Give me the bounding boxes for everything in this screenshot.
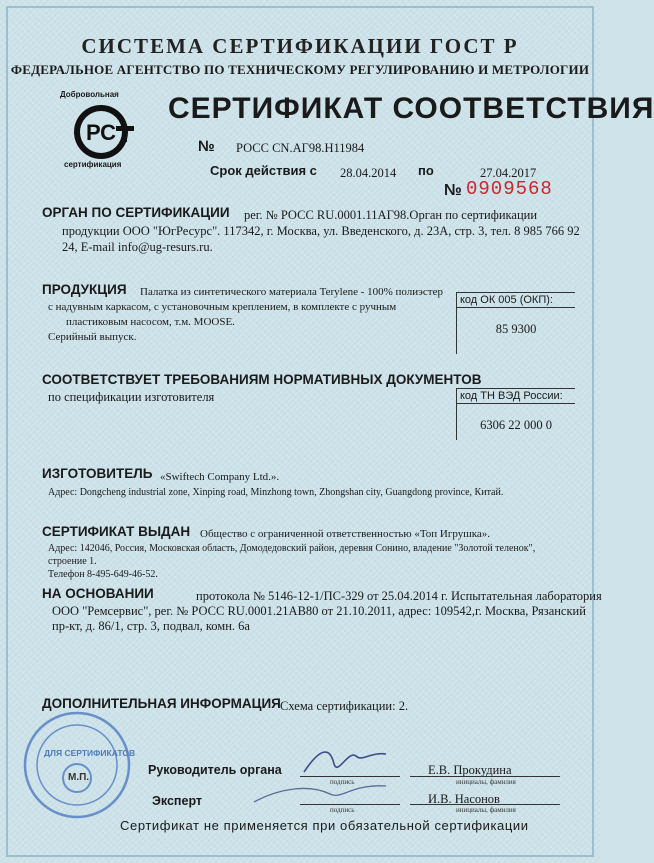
issued-name: Общество с ограниченной ответственностью «Топ Игрушка».	[200, 528, 491, 540]
logo-bottom-text: сертификация	[64, 160, 122, 169]
valid-from: 28.04.2014	[340, 166, 397, 180]
validity-label: Срок действия с	[210, 163, 317, 178]
valid-to: 27.04.2017	[480, 166, 537, 180]
organ-line1: рег. № РОСС RU.0001.11АГ98.Орган по сертификации	[244, 208, 538, 222]
additional-text: Схема сертификации: 2.	[280, 699, 409, 713]
head-signature	[300, 742, 390, 778]
expert-name-line	[410, 804, 560, 805]
certificate-number: РОСС CN.АГ98.Н11984	[236, 141, 365, 155]
head-name-caption: инициалы, фамилия	[456, 778, 516, 786]
basis-line2: ООО "Ремсервис", рег. № РОСС RU.0001.21АВ80 от 21.10.2011, адрес: 109542,г. Москва, Рязанский	[52, 604, 586, 618]
product-line2: с надувным каркасом, с установочным креплением, в комплекте с ручным	[48, 301, 397, 313]
conformity-text: по спецификации изготовителя	[48, 390, 215, 404]
expert-name-caption: инициалы, фамилия	[456, 806, 516, 814]
product-line3: пластиковым насосом, т.м. MOOSE.	[66, 316, 235, 328]
expert-name: И.В. Насонов	[428, 792, 500, 806]
valid-to-label: по	[418, 163, 434, 178]
system-title: СИСТЕМА СЕРТИФИКАЦИИ ГОСТ Р	[81, 34, 519, 58]
manufacturer-address: Адрес: Dongcheng industrial zone, Xinping road, Minzhong town, Zhongshan city, Guangdong province, Китай.	[48, 487, 504, 498]
tnved-code-box	[456, 388, 575, 440]
head-name: Е.В. Прокудина	[428, 763, 512, 777]
issued-line1: Адрес: 142046, Россия, Московская область, Домодедовский район, деревня Сонино, владение "Золотой теленок",	[48, 543, 536, 554]
product-line4: Серийный выпуск.	[48, 331, 137, 343]
footer-note: Сертификат не применяется при обязательной сертификации	[120, 818, 529, 833]
issued-line2: строение 1.	[48, 556, 97, 567]
stamp-text: ДЛЯ СЕРТИФИКАТОВ	[44, 748, 136, 758]
issued-line3: Телефон 8-495-649-46-52.	[48, 569, 158, 580]
manufacturer-label: ИЗГОТОВИТЕЛЬ	[42, 466, 153, 481]
head-label: Руководитель органа	[148, 763, 282, 777]
organ-line2: продукции ООО "ЮгРесурс". 117342, г. Москва, ул. Введенского, д. 23А, стр. 3, тел. 8 985 766 92	[62, 224, 580, 238]
okp-code-value: 85 9300	[495, 322, 537, 336]
agency-title: ФЕДЕРАЛЬНОЕ АГЕНТСТВО ПО ТЕХНИЧЕСКОМУ РЕГУЛИРОВАНИЮ И МЕТРОЛОГИИ	[10, 62, 590, 77]
product-label: ПРОДУКЦИЯ	[42, 282, 127, 297]
expert-label: Эксперт	[152, 794, 203, 808]
serial-label: №	[444, 182, 462, 199]
tnved-code-label: код ТН ВЭД России:	[457, 388, 575, 404]
tnved-code-value: 6306 22 000 0	[480, 418, 552, 432]
head-name-line	[410, 776, 560, 777]
organ-label: ОРГАН ПО СЕРТИФИКАЦИИ	[42, 205, 230, 220]
serial-number: 0909568	[466, 178, 553, 200]
organ-line3: 24, E-mail info@ug-resurs.ru.	[62, 240, 213, 254]
okp-code-label: код ОК 005 (ОКП):	[457, 292, 575, 308]
stamp-mp: М.П.	[68, 772, 90, 783]
certificate-title: СЕРТИФИКАТ СООТВЕТСТВИЯ	[168, 92, 654, 125]
expert-sign-caption: подпись	[330, 806, 355, 814]
basis-line1: протокола № 5146-12-1/ПС-329 от 25.04.2014 г. Испытательная лаборатория	[196, 589, 602, 603]
svg-text:РС: РС	[85, 120, 117, 145]
head-sign-caption: подпись	[330, 778, 355, 786]
manufacturer-name: «Swiftech Company Ltd.».	[160, 471, 280, 483]
basis-label: НА ОСНОВАНИИ	[42, 586, 154, 601]
rst-logo	[58, 92, 144, 170]
expert-signature	[250, 778, 390, 808]
product-line1: Палатка из синтетического материала Terylene - 100% полиэстер	[140, 286, 443, 298]
logo-top-text: Добровольная	[60, 90, 119, 99]
number-label: №	[198, 138, 215, 155]
issued-label: СЕРТИФИКАТ ВЫДАН	[42, 524, 191, 539]
additional-label: ДОПОЛНИТЕЛЬНАЯ ИНФОРМАЦИЯ	[42, 696, 281, 711]
basis-line3: пр-кт, д. 86/1, стр. 3, подвал, комн. 6а	[52, 619, 250, 633]
certification-stamp	[22, 710, 136, 820]
conformity-label: СООТВЕТСТВУЕТ ТРЕБОВАНИЯМ НОРМАТИВНЫХ ДОКУМЕНТОВ	[42, 372, 482, 387]
okp-code-box	[456, 292, 575, 354]
